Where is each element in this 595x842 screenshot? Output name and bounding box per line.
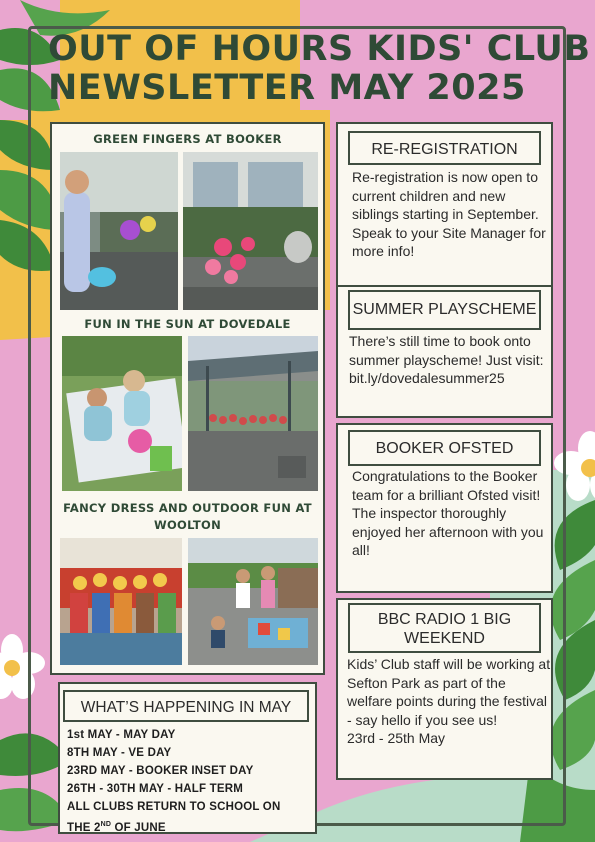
newsletter-title (48, 29, 591, 108)
radio-heading-line1: BBC RADIO 1 BIG (377, 611, 512, 628)
photo-children-on-blanket (62, 336, 182, 491)
radio-dates: 23rd - 25th May (347, 730, 446, 746)
photo-fancy-dress-group (60, 538, 182, 665)
photo-group-in-shelter (188, 336, 318, 491)
photo-flower-planter-image (183, 152, 318, 310)
whats-happening-list (67, 726, 315, 837)
photo-child-watering (60, 152, 178, 310)
happening-item-6-prefix: THE 2 (67, 821, 101, 834)
playscheme-body: There’s still time to book onto summer playscheme! Just visit: bit.ly/dovedalesummer25 (349, 333, 544, 386)
radio-body (347, 655, 552, 748)
radio-heading-line2: WEEKEND (404, 630, 485, 647)
photo-outdoor-play-image (188, 538, 318, 665)
radio-card (336, 598, 553, 780)
section-heading-fancy-dress-line2: WOOLTON (153, 518, 221, 532)
photo-collage-card (50, 122, 325, 675)
photo-fancy-dress-group-image (60, 538, 182, 665)
ofsted-heading: BOOKER OFSTED (348, 430, 541, 466)
whats-happening-card (58, 682, 317, 834)
section-heading-fancy-dress-line1: FANCY DRESS AND OUTDOOR FUN AT (63, 501, 312, 515)
section-heading-green-fingers: GREEN FINGERS AT BOOKER (93, 132, 282, 146)
playscheme-heading: SUMMER PLAYSCHEME (348, 290, 541, 330)
happening-item-3: 23RD MAY - BOOKER INSET DAY (67, 765, 254, 777)
photo-group-in-shelter-image (188, 336, 318, 491)
section-heading-fancy-dress (52, 500, 323, 534)
happening-item-6-suffix: OF JUNE (111, 821, 166, 834)
reregistration-card (336, 122, 553, 287)
radio-body-text: Kids’ Club staff will be working at Sefton Park as part of the welfare points during the festival - say hello if you see us! (347, 656, 551, 728)
happening-item-5: ALL CLUBS RETURN TO SCHOOL ON (67, 801, 281, 813)
reregistration-heading: RE-REGISTRATION (348, 131, 541, 165)
photo-children-on-blanket-image (62, 336, 182, 491)
photo-child-watering-image (60, 152, 178, 310)
playscheme-card (336, 285, 553, 418)
happening-item-2: 8TH MAY - VE DAY (67, 747, 172, 759)
title-line-2: NEWSLETTER MAY 2025 (48, 68, 526, 108)
happening-item-6 (67, 816, 315, 837)
happening-item-1: 1st MAY - MAY DAY (67, 729, 176, 741)
section-heading-fun-in-sun: FUN IN THE SUN AT DOVEDALE (84, 317, 291, 331)
happening-item-6-sup: ND (100, 821, 112, 828)
reregistration-body: Re-registration is now open to current children and new siblings starting in September. Speak to your Site Manager for more info! (352, 169, 546, 259)
radio-heading (348, 603, 541, 653)
photo-flower-planter (183, 152, 318, 310)
ofsted-card (336, 423, 553, 593)
whats-happening-heading: WHAT’S HAPPENING IN MAY (63, 690, 309, 722)
photo-outdoor-play (188, 538, 318, 665)
happening-item-4: 26TH - 30TH MAY - HALF TERM (67, 783, 244, 795)
ofsted-body: Congratulations to the Booker team for a brilliant Ofsted visit! The inspector thoroughly enjoyed her afternoon with you all! (352, 468, 544, 558)
title-line-1: OUT OF HOURS KIDS' CLUB (48, 29, 591, 69)
